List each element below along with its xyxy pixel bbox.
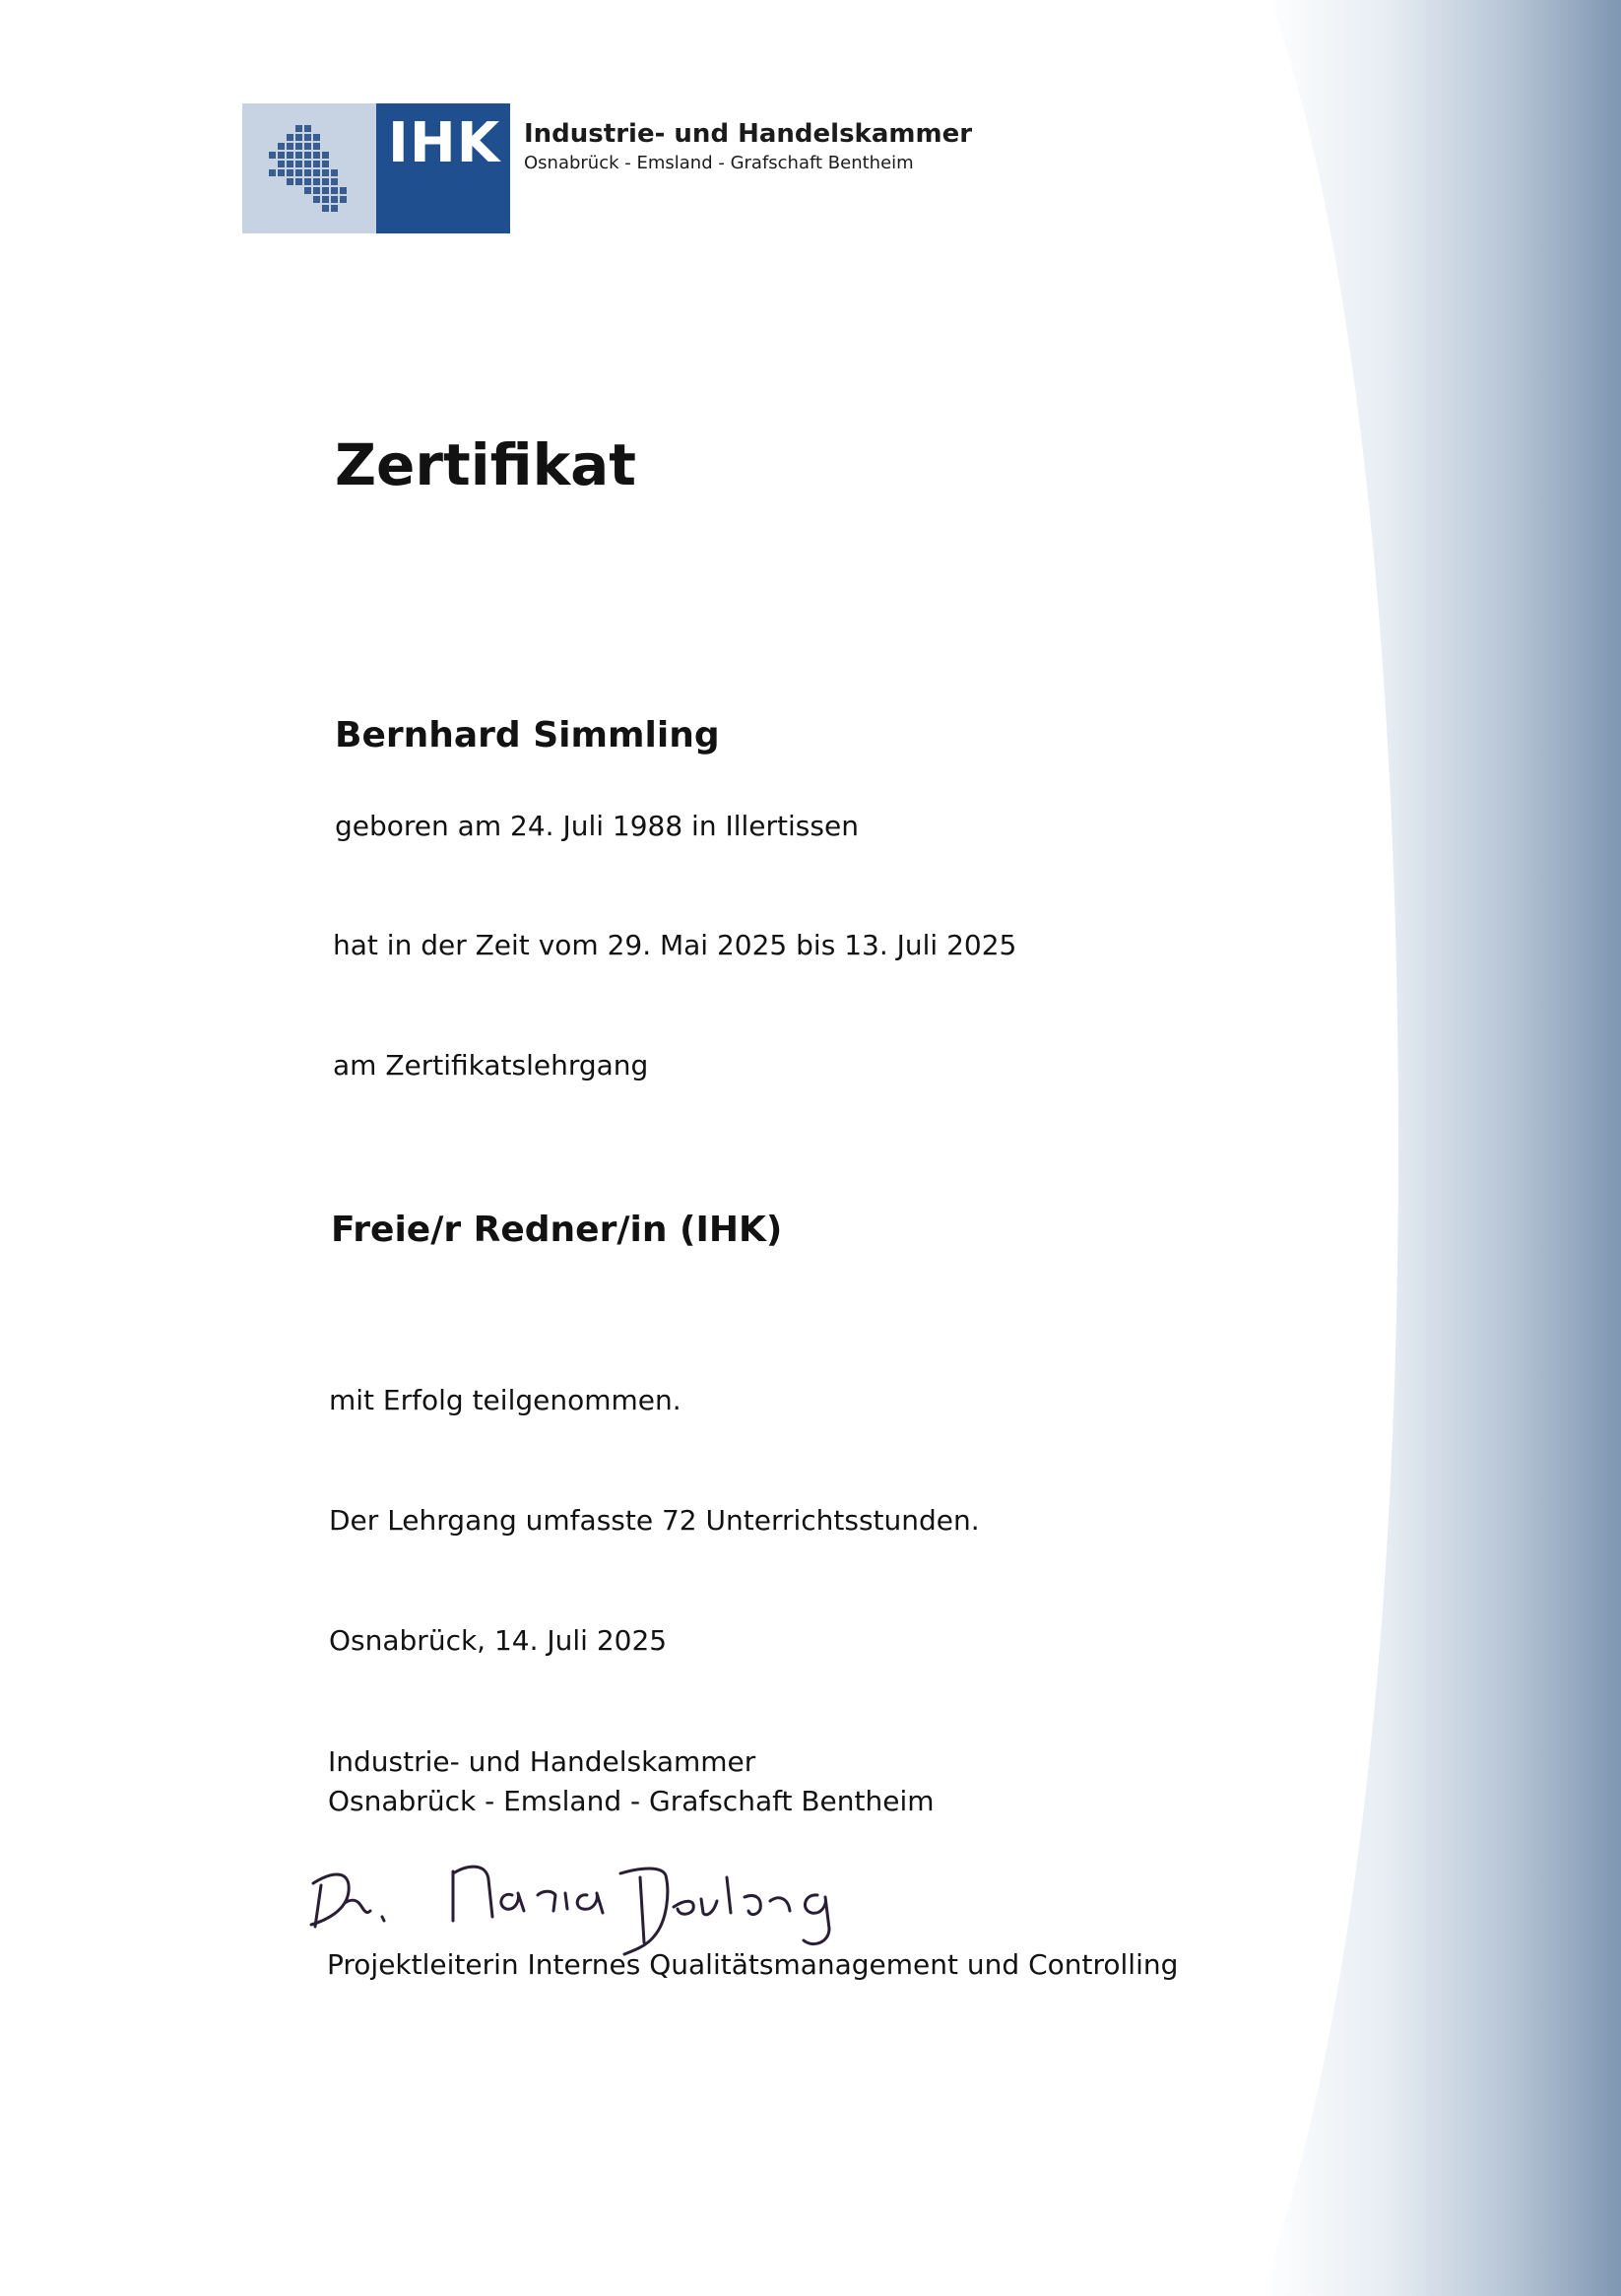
- recipient-name: Bernhard Simmling: [335, 715, 720, 755]
- logo-letters: IHK: [388, 111, 501, 175]
- course-intro: am Zertifikatslehrgang: [333, 1049, 649, 1082]
- logo-chamber-name: Industrie- und Handelskammer: [524, 119, 973, 149]
- place-and-date: Osnabrück, 14. Juli 2025: [329, 1624, 668, 1657]
- result-text: mit Erfolg teilgenommen.: [329, 1384, 681, 1416]
- issuer-line-1: Industrie- und Handelskammer: [328, 1745, 756, 1778]
- birth-info: geboren am 24. Juli 1988 in Illertissen: [335, 810, 859, 842]
- course-period: hat in der Zeit vom 29. Mai 2025 bis 13. Juli 2025: [333, 929, 1017, 961]
- course-name: Freie/r Redner/in (IHK): [331, 1210, 783, 1250]
- region-map-icon: [242, 103, 376, 233]
- handwritten-signature: [305, 1852, 936, 1960]
- issuer-line-2: Osnabrück - Emsland - Grafschaft Bentheim: [328, 1785, 935, 1817]
- course-hours: Der Lehrgang umfasste 72 Unterrichtsstunden.: [329, 1504, 980, 1537]
- logo-map-panel: [242, 103, 376, 233]
- certificate-title: Zertifikat: [335, 431, 637, 498]
- signer-role: Projektleiterin Internes Qualitätsmanagement und Controlling: [327, 1948, 1179, 1981]
- ihk-logo: [242, 103, 973, 233]
- logo-region-name: Osnabrück - Emsland - Grafschaft Bentheim: [524, 153, 914, 173]
